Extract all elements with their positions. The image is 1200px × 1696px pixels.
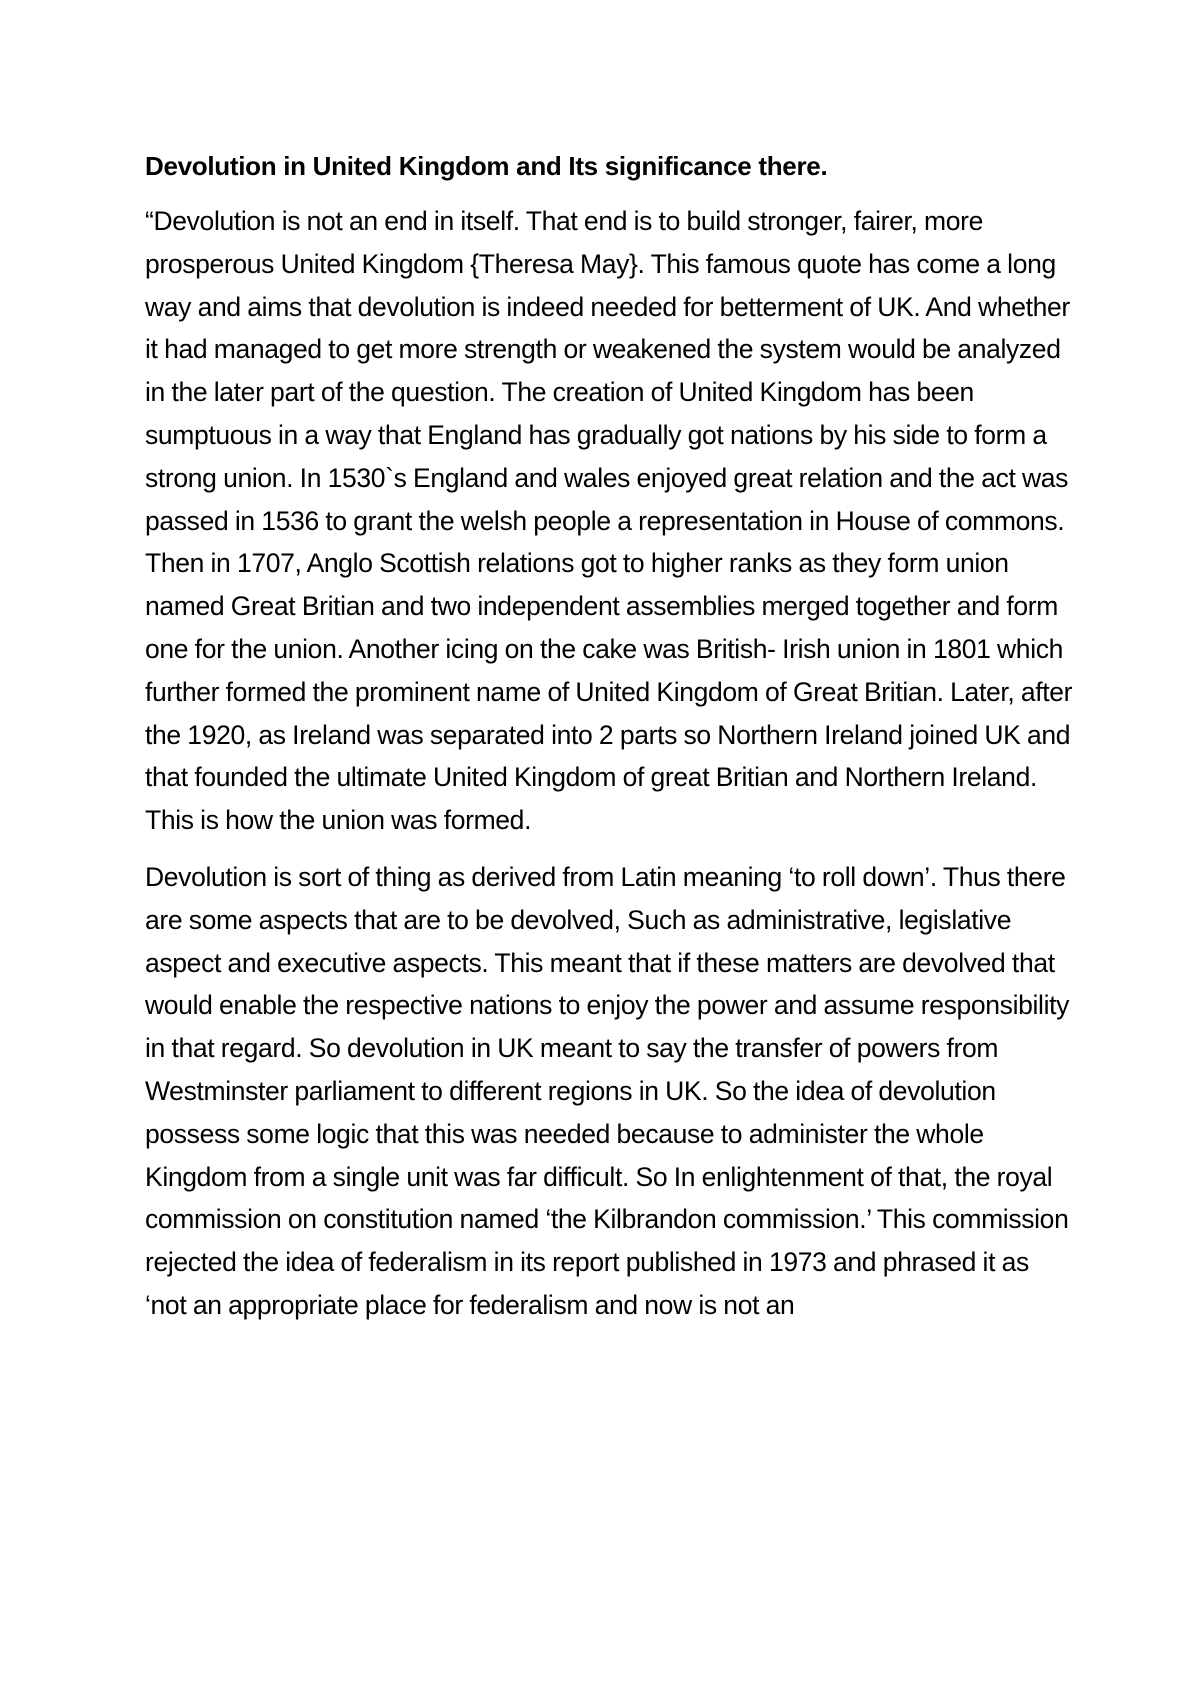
document-title: Devolution in United Kingdom and Its significance there. (145, 151, 828, 181)
document-body (145, 146, 1075, 1341)
paragraph-devolution-meaning: Devolution is sort of thing as derived from Latin meaning ‘to roll down’. Thus there are some aspects that are to be devolved, Such as administrative, legislative aspect and executive aspects. This meant that if these matters are devolved that would enable the respective nations to enjoy the power and assume responsibility in that regard. So devolution in UK meant to say the transfer of powers from Westminster parliament to different regions in UK. So the idea of devolution possess some logic that this was needed because to administer the whole Kingdom from a single unit was far difficult. So In enlightenment of that, the royal commission on constitution named ‘the Kilbrandon commission.’ This commission rejected the idea of federalism in its report published in 1973 and phrased it as ‘not an appropriate place for federalism and now is not an (145, 861, 1070, 1320)
paragraph-union-history: “Devolution is not an end in itself. That end is to build stronger, fairer, more prosperous United Kingdom {Theresa May}. This famous quote has come a long way and aims that devolution is indeed needed for betterment of UK. And whether it had managed to get more strength or weakened the system would be analyzed in the later part of the question. The creation of United Kingdom has been sumptuous in a way that England has gradually got nations by his side to form a strong union. In 1530`s England and wales enjoyed great relation and the act was passed in 1536 to grant the welsh people a representation in House of commons. Then in 1707, Anglo Scottish relations got to higher ranks as they form union named Great Britian and two independent assemblies merged together and form one for the union. Another icing on the cake was British- Irish union in 1801 which further formed the prominent name of United Kingdom of Great Britian. Later, after the 1920, as Ireland was separated into 2 parts so Northern Ireland joined UK and that founded the ultimate United Kingdom of great Britian and Northern Ireland. This is how the union was formed. (145, 206, 1073, 836)
